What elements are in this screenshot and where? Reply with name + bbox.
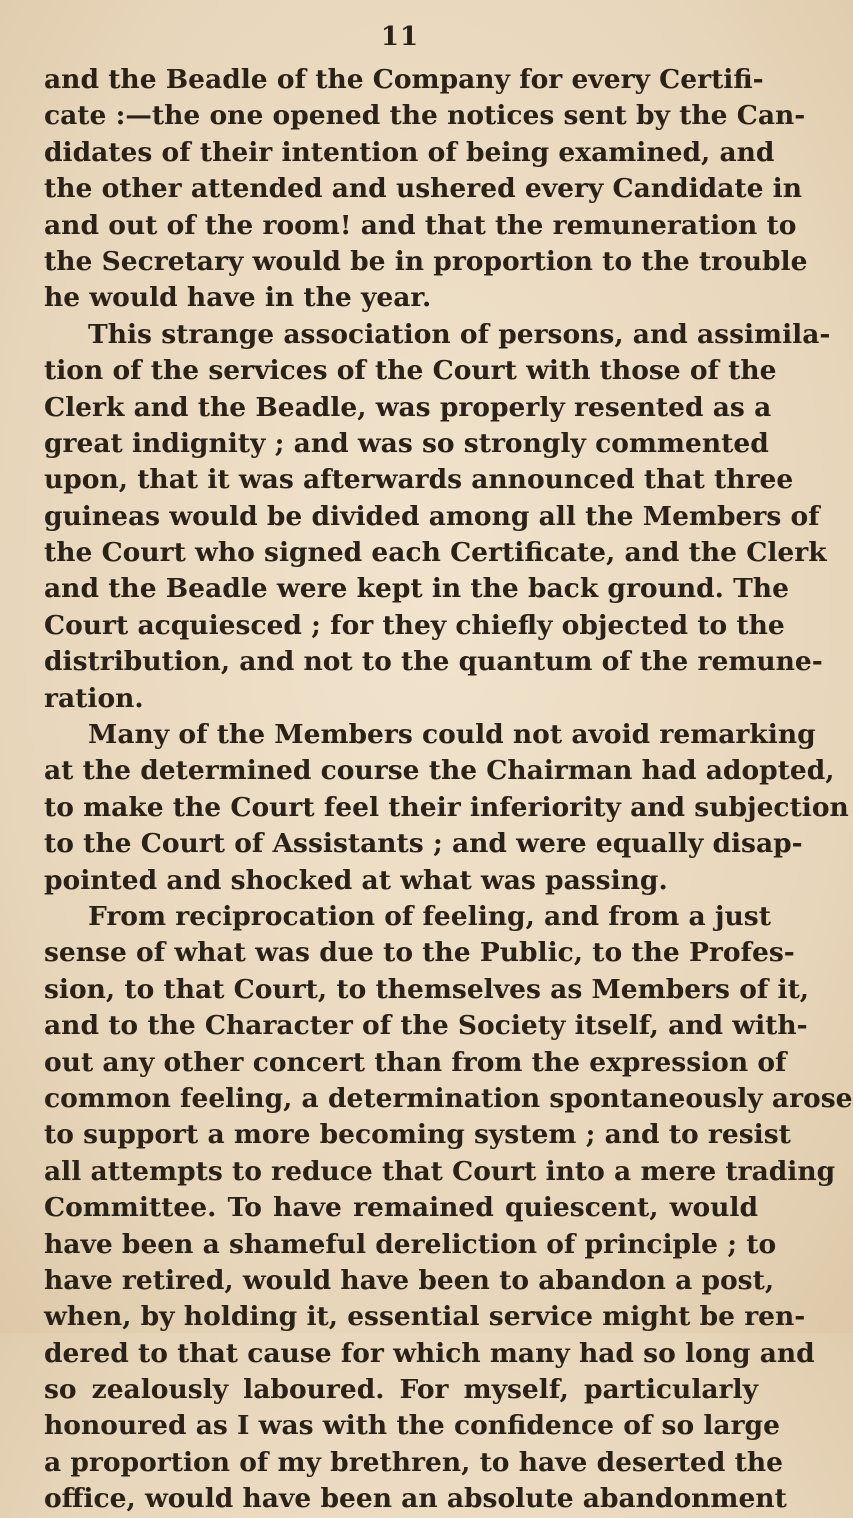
text-line: didates of their intention of being examined, and: [44, 136, 775, 168]
text-line: and the Beadle of the Company for every Certifi-: [44, 64, 764, 95]
text-line: all attempts to reduce that Court into a mere trading: [44, 1155, 836, 1187]
text-line: Court acquiesced ; for they chiefly objected to the: [44, 609, 785, 641]
text-line: and to the Character of the Society itself, and with-: [44, 1010, 808, 1042]
paragraph-end-line: pointed and shocked at what was passing.: [44, 864, 668, 896]
text-line: when, by holding it, essential service might be ren-: [44, 1301, 806, 1333]
text-line: office, would have been an absolute abandonment: [44, 1483, 787, 1515]
text-line: have retired, would have been to abandon a post,: [44, 1264, 775, 1296]
paragraph-start-line: This strange association of persons, and assimila-: [88, 318, 831, 350]
text-line: dered to that cause for which many had so long and: [44, 1337, 815, 1369]
text-line: sion, to that Court, to themselves as Members of it,: [44, 973, 810, 1005]
paragraph-end-line: ration.: [44, 682, 144, 714]
paragraph-end-line: he would have in the year.: [44, 282, 432, 314]
text-line: guineas would be divided among all the Members of: [44, 500, 820, 532]
text-line: and the Beadle were kept in the back ground. The: [44, 573, 789, 605]
text-line: out any other concert than from the expression of: [44, 1046, 787, 1078]
body-text: [44, 62, 853, 1518]
text-line: Committee. To have remained quiescent, would: [44, 1192, 758, 1224]
text-line: great indignity ; and was so strongly commented: [44, 427, 769, 459]
text-line: upon, that it was afterwards announced that three: [44, 464, 794, 496]
text-line: common feeling, a determination spontaneously arose: [44, 1082, 853, 1114]
page-number: 11: [380, 22, 420, 52]
text-line: a proportion of my brethren, to have deserted the: [44, 1446, 783, 1478]
text-line: to support a more becoming system ; and to resist: [44, 1119, 791, 1151]
text-line: tion of the services of the Court with those of the: [44, 355, 777, 387]
text-line: sense of what was due to the Public, to the Profes-: [44, 937, 795, 969]
text-line: distribution, and not to the quantum of the remune-: [44, 646, 823, 678]
text-line: Clerk and the Beadle, was properly resented as a: [44, 391, 772, 423]
text-line: so zealously laboured. For myself, particularly: [44, 1374, 758, 1406]
text-line: and out of the room! and that the remuneration to: [44, 209, 797, 241]
text-line: to make the Court feel their inferiority and subjection: [44, 791, 849, 823]
text-line: honoured as I was with the confidence of so large: [44, 1410, 780, 1442]
text-line: at the determined course the Chairman had adopted,: [44, 755, 835, 787]
text-line: have been a shameful dereliction of principle ; to: [44, 1228, 777, 1260]
text-line: the Secretary would be in proportion to the trouble: [44, 245, 808, 277]
text-line: cate :—the one opened the notices sent by the Can-: [44, 100, 806, 132]
paragraph-start-line: Many of the Members could not avoid remarking: [88, 719, 816, 751]
paragraph-start-line: From reciprocation of feeling, and from a just: [88, 900, 771, 932]
text-line: to the Court of Assistants ; and were equally disap-: [44, 828, 803, 860]
text-line: the other attended and ushered every Candidate in: [44, 173, 803, 205]
text-line: the Court who signed each Certificate, and the Clerk: [44, 537, 827, 569]
